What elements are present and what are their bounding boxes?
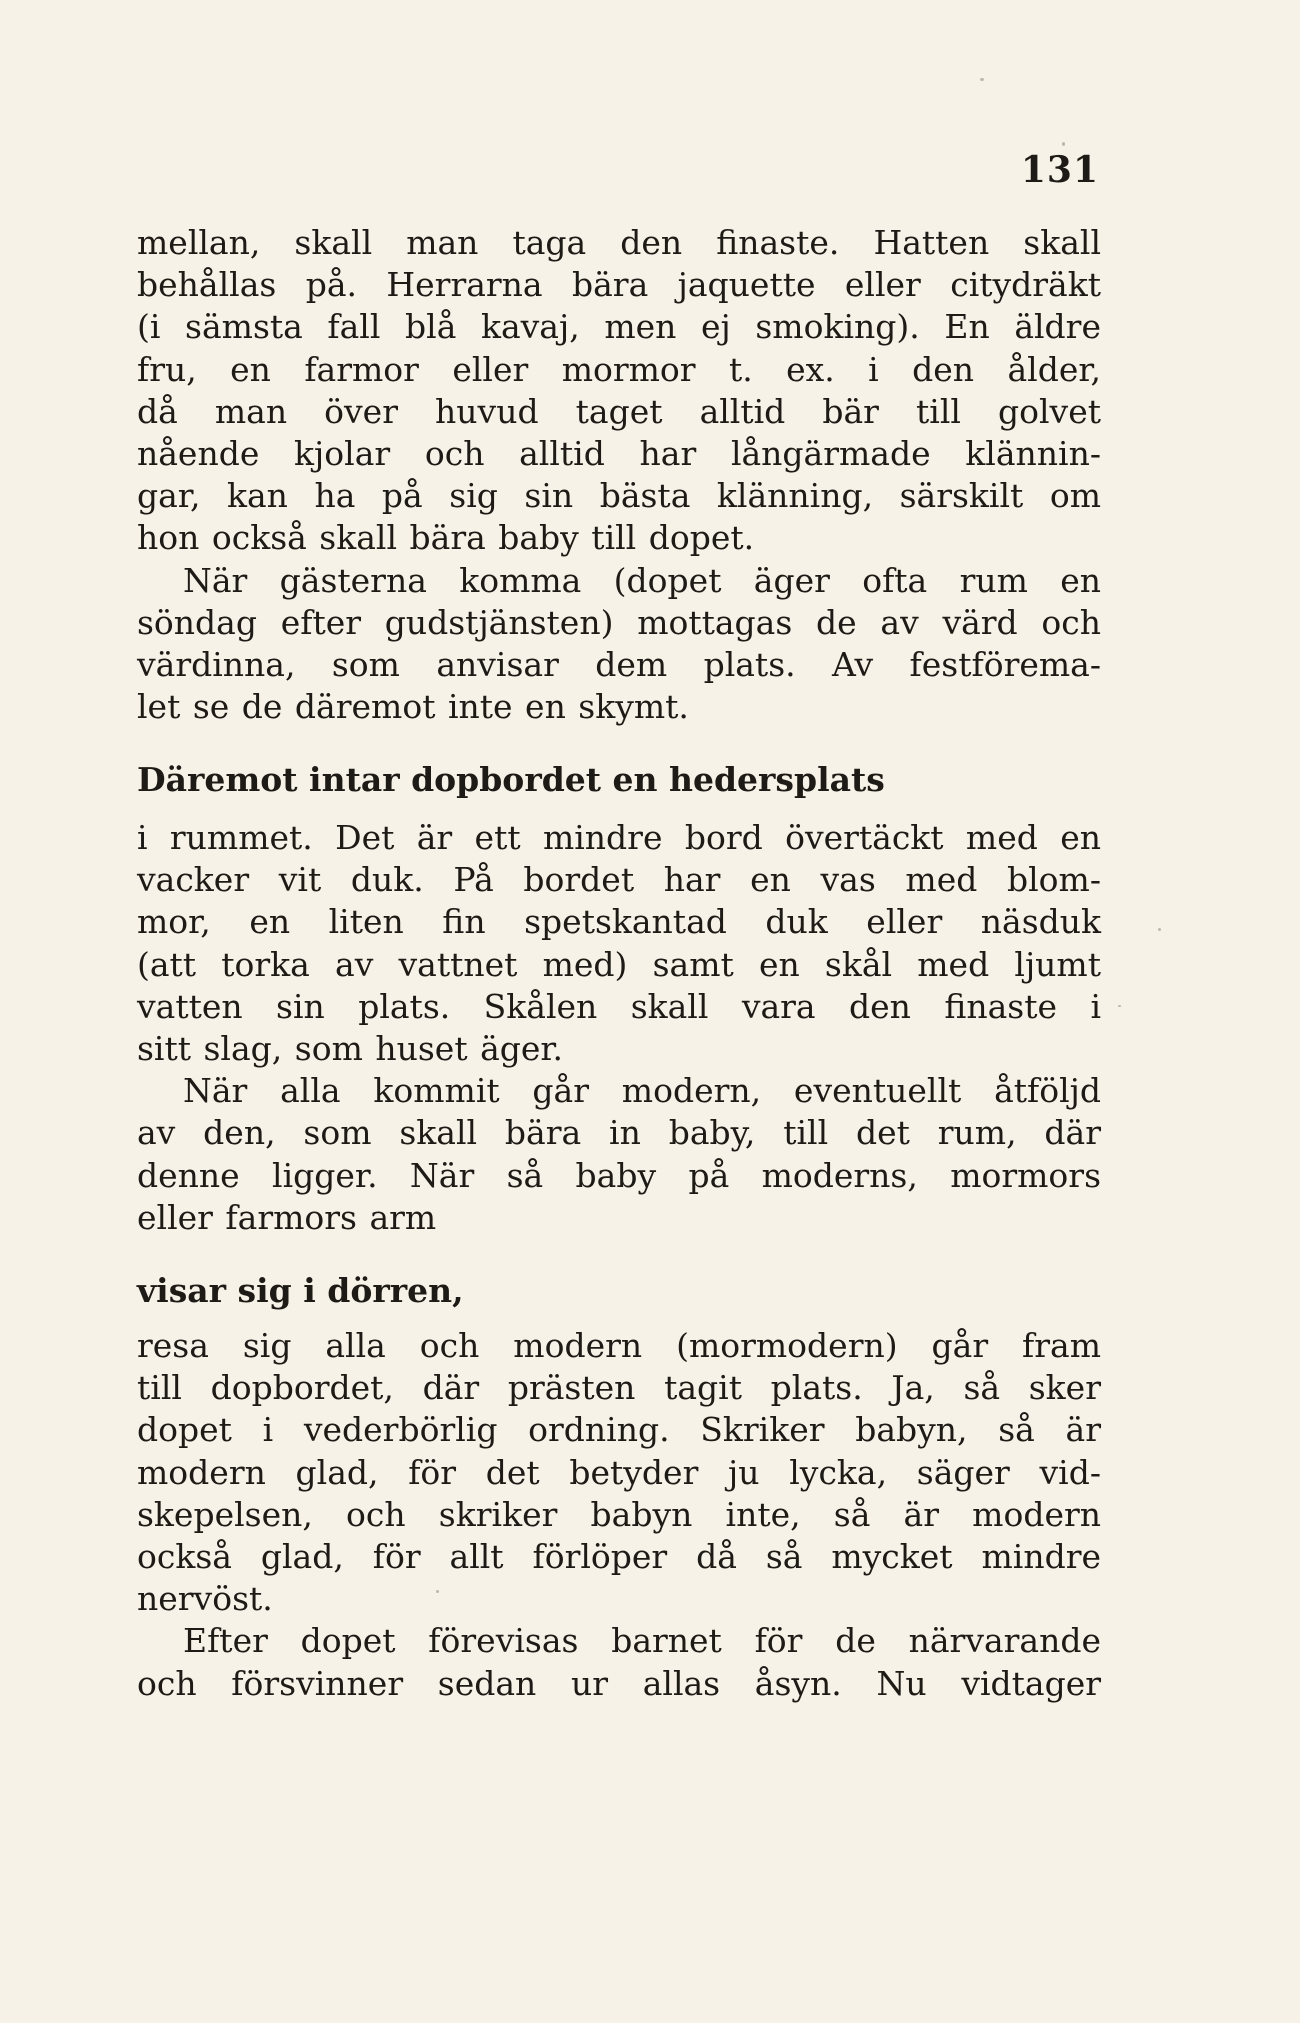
text-line: och försvinner sedan ur allas åsyn. Nu vidtager [137,1663,1101,1703]
text-line: hon också skall bära baby till dopet. [137,518,755,558]
text-line: (i sämsta fall blå kavaj, men ej smoking). En äldre [137,307,1101,347]
paragraph-block-2 [137,817,1101,1239]
text-line: i rummet. Det är ett mindre bord övertäckt med en [137,818,1101,857]
text-line: vacker vit duk. På bordet har en vas med blom- [137,860,1101,900]
paragraph-block-1 [137,222,1101,728]
text-line: nående kjolar och alltid har långärmade klännin- [137,434,1101,474]
section-heading-1: Däremot intar dopbordet en hedersplats [137,760,885,799]
paper-speck [980,78,984,81]
text-line: av den, som skall bära in baby, till det rum, där [137,1113,1101,1153]
page-number: 131 [1020,149,1099,191]
text-line: vatten sin plats. Skålen skall vara den finaste i [137,986,1101,1026]
text-line: behållas på. Herrarna bära jaquette eller citydräkt [137,265,1101,305]
text-line: också glad, för allt förlöper då så mycket mindre [137,1537,1101,1577]
text-line: till dopbordet, där prästen tagit plats. Ja, så sker [137,1368,1101,1408]
paper-speck [436,1590,439,1593]
text-line: gar, kan ha på sig sin bästa klänning, särskilt om [137,476,1101,516]
text-line: mor, en liten fin spetskantad duk eller näsduk [137,902,1101,942]
text-line: söndag efter gudstjänsten) mottagas de av värd och [137,602,1101,642]
text-line: Efter dopet förevisas barnet för de närvarande [183,1621,1101,1661]
paragraph-block-3 [137,1325,1101,1705]
paper-speck [1062,142,1065,146]
text-line: skepelsen, och skriker babyn inte, så är modern [137,1494,1101,1534]
paper-speck [1118,1005,1121,1007]
text-line: resa sig alla och modern (mormodern) går fram [137,1326,1101,1365]
text-line: modern glad, för det betyder ju lycka, säger vid- [137,1452,1101,1492]
text-line: sitt slag, som huset äger. [137,1029,564,1069]
text-line: (att torka av vattnet med) samt en skål med ljumt [137,944,1101,984]
text-line: då man över huvud taget alltid bär till golvet [137,391,1101,431]
text-line: let se de däremot inte en skymt. [137,687,689,727]
text-line: eller farmors arm [137,1197,437,1237]
text-line: dopet i vederbörlig ordning. Skriker babyn, så är [137,1410,1101,1450]
section-heading-2: visar sig i dörren, [137,1271,464,1310]
text-line: denne ligger. När så baby på moderns, mormors [137,1155,1101,1195]
text-line: nervöst. [137,1579,273,1619]
paper-speck [1158,928,1161,931]
text-line: värdinna, som anvisar dem plats. Av festförema- [137,645,1101,685]
text-line: När alla kommit går modern, eventuellt åtföljd [183,1071,1101,1111]
text-line: mellan, skall man taga den finaste. Hatten skall [137,223,1101,262]
text-line: fru, en farmor eller mormor t. ex. i den ålder, [137,349,1101,389]
text-line: När gästerna komma (dopet äger ofta rum en [183,560,1101,600]
